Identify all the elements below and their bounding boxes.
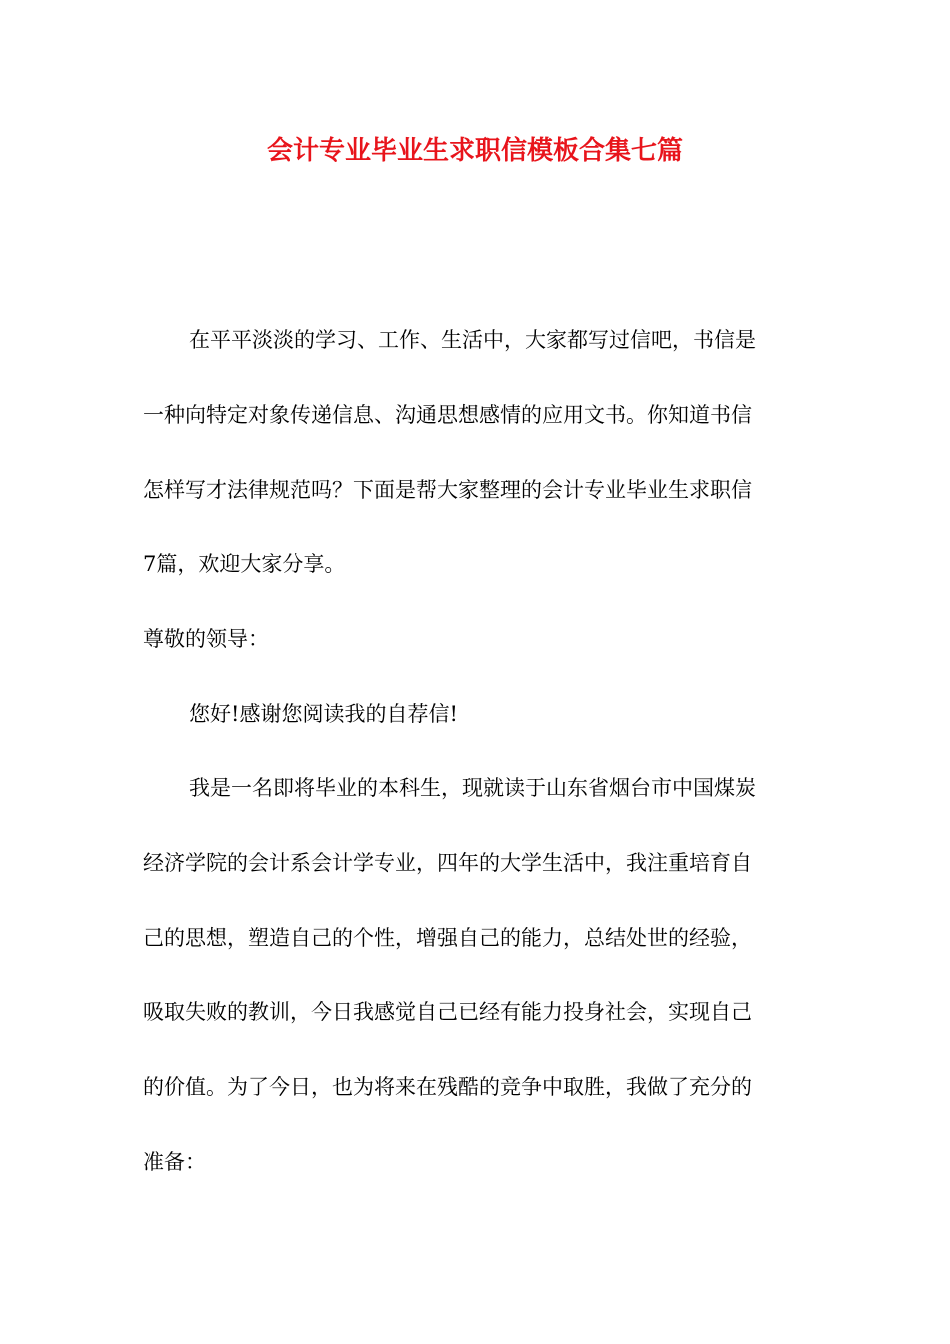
body-line-1: 我是一名即将毕业的本科生，现就读于山东省烟台市中国煤炭 (189, 776, 756, 800)
greeting: 您好!感谢您阅读我的自荐信! (189, 702, 458, 726)
intro-line-3: 怎样写才法律规范吗？下面是帮大家整理的会计专业毕业生求职信 (143, 478, 752, 502)
body-line-6: 准备： (143, 1150, 206, 1174)
body-line-5: 的价值。为了今日，也为将来在残酷的竞争中取胜，我做了充分的 (143, 1075, 752, 1099)
intro-line-1: 在平平淡淡的学习、工作、生活中，大家都写过信吧，书信是 (189, 328, 756, 352)
intro-line-2: 一种向特定对象传递信息、沟通思想感情的应用文书。你知道书信 (143, 403, 752, 427)
intro-line-4: 7篇，欢迎大家分享。 (143, 552, 346, 576)
body-line-3: 己的思想，塑造自己的个性，增强自己的能力，总结处世的经验， (143, 926, 752, 950)
document-title: 会计专业毕业生求职信模板合集七篇 (266, 136, 683, 166)
body-line-2: 经济学院的会计系会计学专业，四年的大学生活中，我注重培育自 (143, 851, 752, 875)
body-line-4: 吸取失败的教训，今日我感觉自己已经有能力投身社会，实现自己 (143, 1000, 752, 1024)
salutation: 尊敬的领导： (143, 627, 269, 651)
